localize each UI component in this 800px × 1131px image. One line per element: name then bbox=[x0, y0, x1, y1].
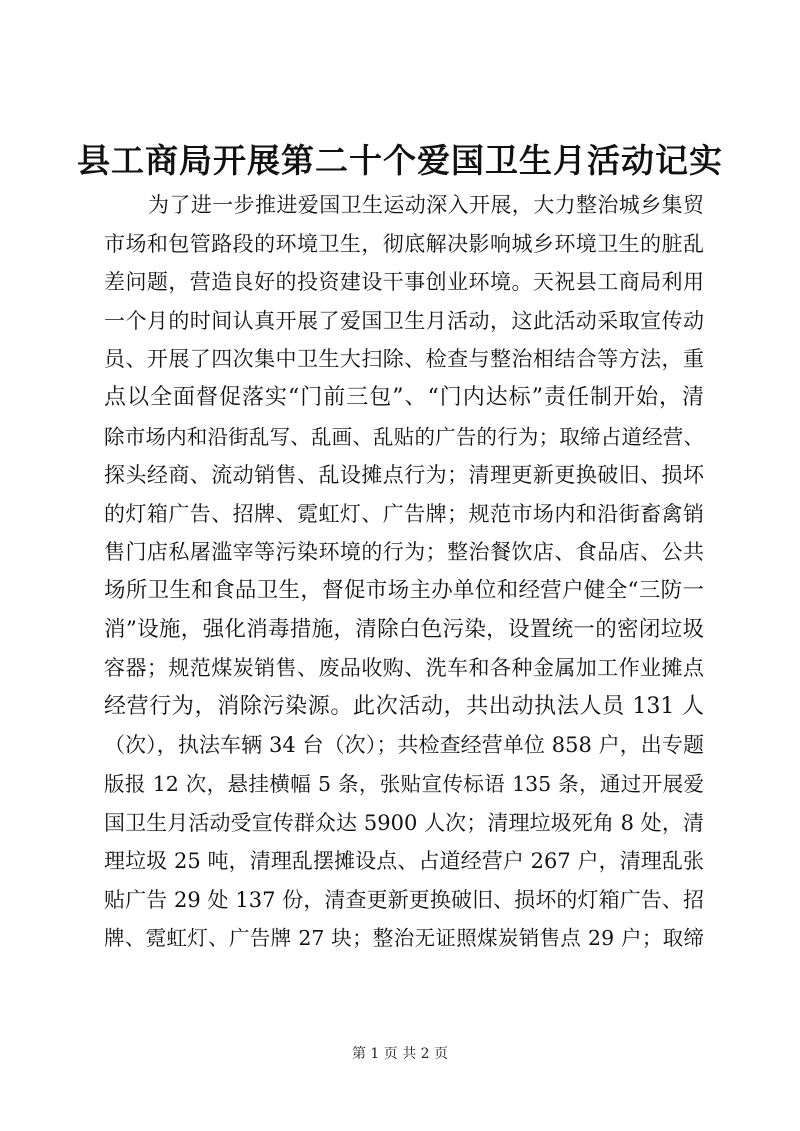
paragraph-line: 贴广告 29 处 137 份，清查更新更换破旧、损坏的灯箱广告、招 bbox=[104, 887, 704, 912]
paragraph-line: 理垃圾 25 吨，清理乱摆摊设点、占道经营户 267 户，清理乱张 bbox=[104, 849, 704, 874]
paragraph-line: 版报 12 次，悬挂横幅 5 条，张贴宣传标语 135 条，通过开展爱 bbox=[104, 771, 704, 796]
paragraph-line: 售门店私屠滥宰等污染环境的行为；整治餐饮店、食品店、公共 bbox=[104, 540, 704, 565]
paragraph-line: 除市场内和沿街乱写、乱画、乱贴的广告的行为；取缔占道经营、 bbox=[104, 424, 704, 449]
page-footer: 第 1 页 共 2 页 bbox=[351, 1046, 449, 1062]
paragraph-line: 场所卫生和食品卫生，督促市场主办单位和经营户健全“三防一 bbox=[104, 577, 704, 603]
paragraph-line: 牌、霓虹灯、广告牌 27 块；整治无证照煤炭销售点 29 户；取缔 bbox=[104, 926, 704, 951]
paragraph-line: 为了进一步推进爱国卫生运动深入开展，大力整治城乡集贸 bbox=[148, 193, 704, 217]
paragraph-line: 一个月的时间认真开展了爱国卫生月活动，这此活动采取宣传动 bbox=[104, 308, 704, 333]
paragraph-line: （次），执法车辆 34 台（次）；共检查经营单位 858 户，出专题 bbox=[104, 733, 704, 758]
paragraph-line: 差问题，营造良好的投资建设干事创业环境。天祝县工商局利用 bbox=[104, 270, 704, 295]
paragraph-line: 消”设施，强化消毒措施，清除白色污染，设置统一的密闭垃圾 bbox=[104, 616, 704, 642]
paragraph-line: 经营行为，消除污染源。此次活动，共出动执法人员 131 人 bbox=[104, 693, 704, 719]
document-body bbox=[104, 186, 704, 958]
paragraph-line: 员、开展了四次集中卫生大扫除、检查与整治相结合等方法，重 bbox=[104, 347, 704, 372]
paragraph-line: 的灯箱广告、招牌、霓虹灯、广告牌；规范市场内和沿街畜禽销 bbox=[104, 501, 704, 526]
paragraph-line: 国卫生月活动受宣传群众达 5900 人次；清理垃圾死角 8 处，清 bbox=[104, 810, 704, 835]
document-title: 县工商局开展第二十个爱国卫生月活动记实 bbox=[77, 141, 723, 180]
paragraph-line: 探头经商、流动销售、乱设摊点行为；清理更新更换破旧、损坏 bbox=[104, 463, 704, 488]
paragraph-line: 容器；规范煤炭销售、废品收购、洗车和各种金属加工作业摊点 bbox=[104, 656, 704, 681]
paragraph-line: 市场和包管路段的环境卫生，彻底解决影响城乡环境卫生的脏乱 bbox=[104, 231, 704, 256]
paragraph-line: 点以全面督促落实“门前三包”、“门内达标”责任制开始，清 bbox=[104, 384, 704, 410]
